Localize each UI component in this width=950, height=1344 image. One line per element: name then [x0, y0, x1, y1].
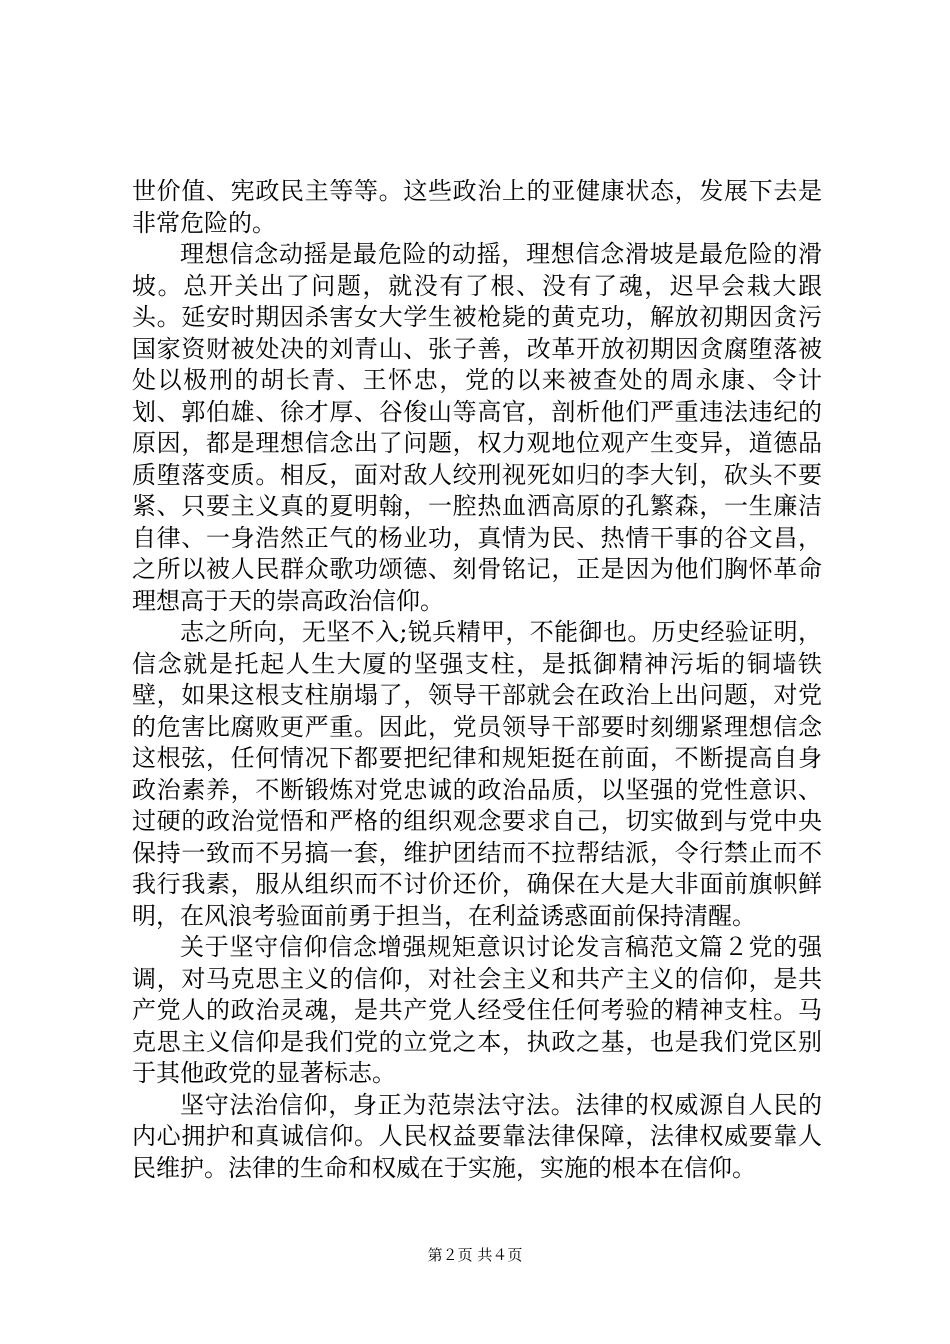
paragraph-1: 世价值、宪政民主等等。这些政治上的亚健康状态，发展下去是非常危险的。 — [132, 177, 822, 237]
page-footer — [0, 1245, 950, 1265]
page-number-label: 第２页 共４页 — [427, 1246, 523, 1264]
paragraph-3: 志之所向，无坚不入;锐兵精甲，不能御也。历史经验证明，信念就是托起人生大厦的坚强支柱，是抵御精神污垢的铜墙铁壁，如果这根支柱崩塌了，领导干部就会在政治上出问题，对党的危害比腐败更严重。因此，党员领导干部要时刻绷紧理想信念这根弦，任何情况下都要把纪律和规矩挺在前面，不断提高自身政治素养，不断锻炼对党忠诚的政治品质，以坚强的党性意识、过硬的政治觉悟和严格的组织观念要求自己，切实做到与党中央保持一致而不另搞一套，维护团结而不拉帮结派，令行禁止而不我行我素，服从组织而不讨价还价，确保在大是大非面前旗帜鲜明，在风浪考验面前勇于担当，在利益诱惑面前保持清醒。 — [132, 618, 822, 930]
paragraph-2: 理想信念动摇是最危险的动摇，理想信念滑坡是最危险的滑坡。总开关出了问题，就没有了根、没有了魂，迟早会栽大跟头。延安时期因杀害女大学生被枪毙的黄克功，解放初期因贪污国家资财被处决的刘青山、张子善，改革开放初期因贪腐堕落被处以极刑的胡长青、王怀忠，党的以来被查处的周永康、令计划、郭伯雄、徐才厚、谷俊山等高官，剖析他们严重违法违纪的原因，都是理想信念出了问题，权力观地位观产生变异，道德品质堕落变质。相反，面对敌人绞刑视死如归的李大钊，砍头不要紧、只要主义真的夏明翰，一腔热血洒高原的孔繁森，一生廉洁自律、一身浩然正气的杨业功，真情为民、热情干事的谷文昌，之所以被人民群众歌功颂德、刻骨铭记，正是因为他们胸怀革命理想高于天的崇高政治信仰。 — [132, 240, 822, 615]
paragraph-4: 关于坚守信仰信念增强规矩意识讨论发言稿范文篇２党的强调，对马克思主义的信仰，对社会主义和共产主义的信仰，是共产党人的政治灵魂，是共产党人经受住任何考验的精神支柱。马克思主义信仰是我们党的立党之本，执政之基，也是我们党区别于其他政党的显著标志。 — [132, 933, 822, 1087]
document-body — [132, 176, 822, 1184]
paragraph-5: 坚守法治信仰，身正为范崇法守法。法律的权威源自人民的内心拥护和真诚信仰。人民权益要靠法律保障，法律权威要靠人民维护。法律的生命和权威在于实施，实施的根本在信仰。 — [132, 1090, 822, 1182]
